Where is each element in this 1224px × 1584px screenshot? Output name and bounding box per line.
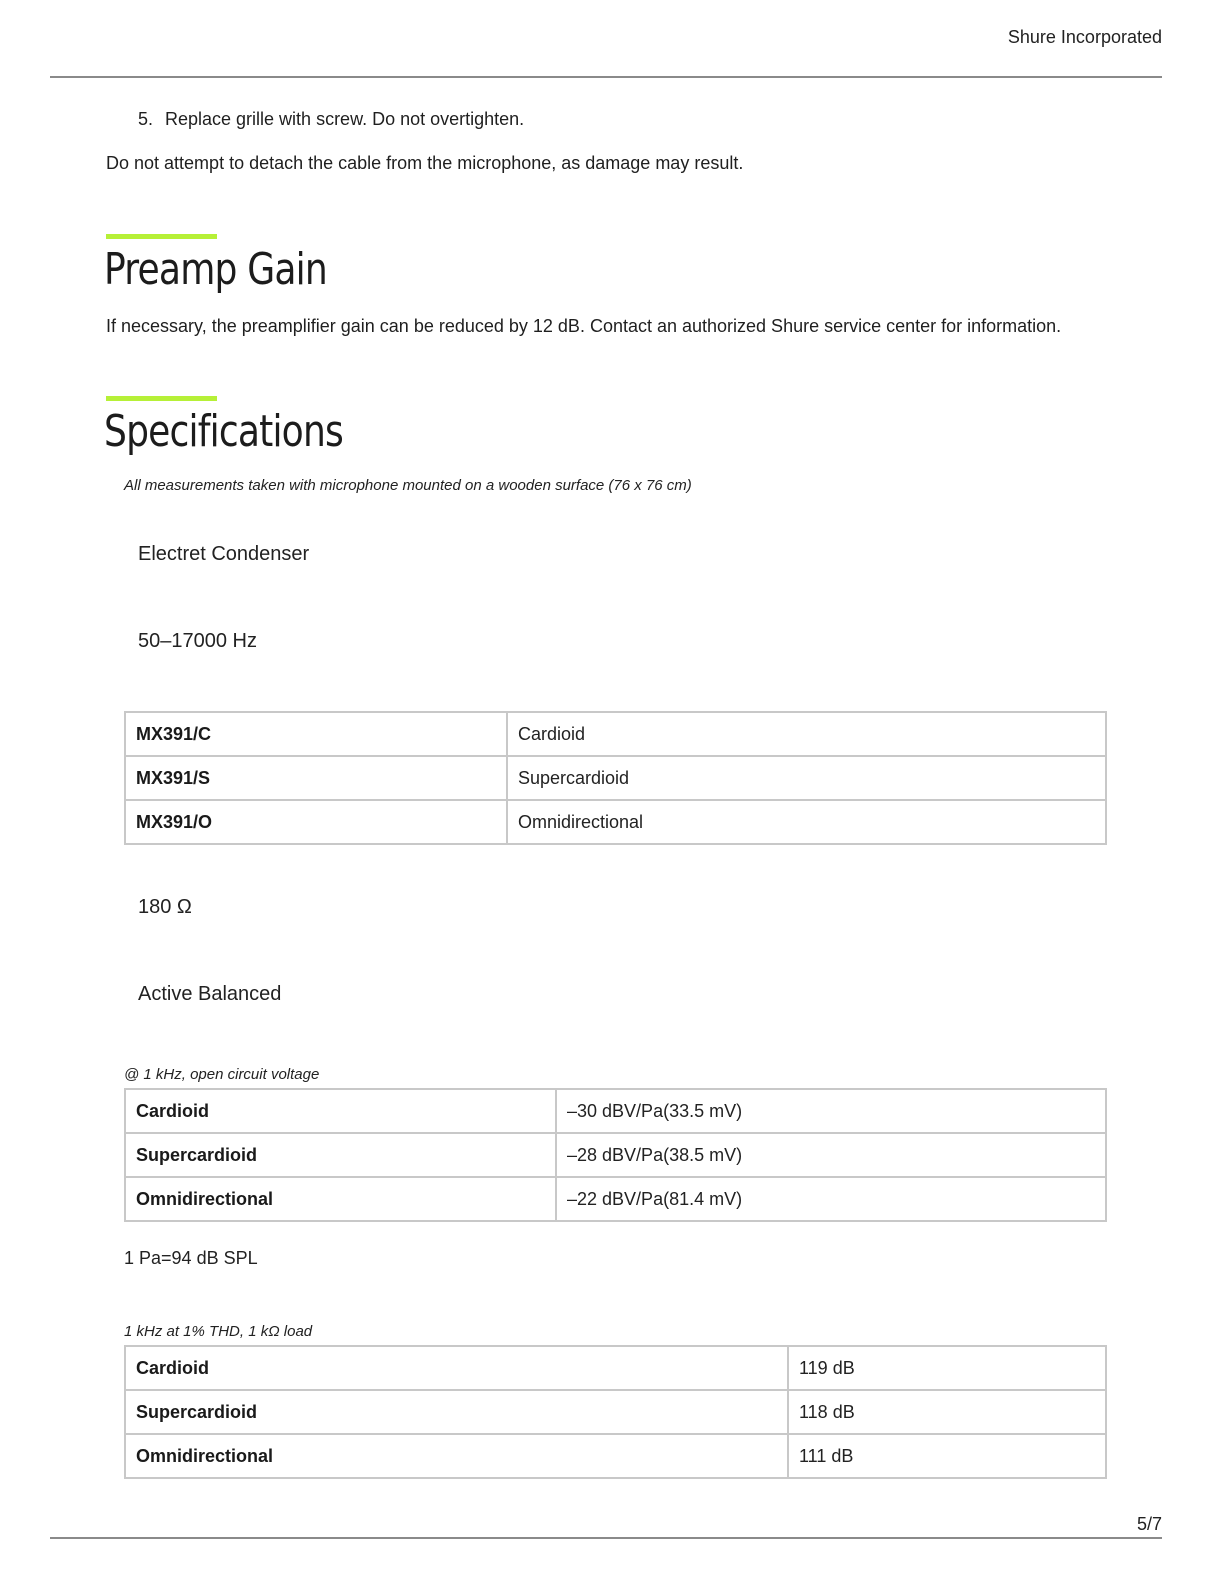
sensitivity-footnote: 1 Pa=94 dB SPL bbox=[124, 1248, 258, 1268]
cable-warning-text: Do not attempt to detach the cable from the microphone, as damage may result. bbox=[106, 153, 744, 173]
preamp-gain-text: If necessary, the preamplifier gain can be reduced by 12 dB. Contact an authorized Shure service center for information. bbox=[106, 316, 1062, 336]
pattern-cell: Supercardioid bbox=[125, 1390, 788, 1434]
pattern-cell: Cardioid bbox=[507, 712, 1106, 756]
max-spl-value-cell: 118 dB bbox=[788, 1390, 1106, 1434]
table-row bbox=[125, 1133, 1106, 1177]
table-row bbox=[125, 1089, 1106, 1133]
pattern-cell: Omnidirectional bbox=[125, 1434, 788, 1478]
table-row bbox=[125, 756, 1106, 800]
sensitivity-note: @ 1 kHz, open circuit voltage bbox=[124, 1066, 320, 1083]
section-accent-bar bbox=[106, 396, 217, 401]
frequency-response-value: 50–17000 Hz bbox=[138, 630, 257, 652]
output-impedance-value: 180 Ω bbox=[138, 896, 192, 918]
model-cell: MX391/O bbox=[125, 800, 507, 844]
pattern-cell: Cardioid bbox=[125, 1346, 788, 1390]
output-configuration-value: Active Balanced bbox=[138, 983, 282, 1005]
sensitivity-value-cell: –22 dBV/Pa(81.4 mV) bbox=[556, 1177, 1106, 1221]
step-text: Replace grille with screw. Do not overtighten. bbox=[165, 109, 525, 129]
sensitivity-value-cell: –28 dBV/Pa(38.5 mV) bbox=[556, 1133, 1106, 1177]
pattern-cell: Supercardioid bbox=[125, 1133, 556, 1177]
pattern-cell: Cardioid bbox=[125, 1089, 556, 1133]
model-cell: MX391/S bbox=[125, 756, 507, 800]
measurement-note: All measurements taken with microphone mounted on a wooden surface (76 x 76 cm) bbox=[124, 477, 692, 494]
model-cell: MX391/C bbox=[125, 712, 507, 756]
pattern-cell: Omnidirectional bbox=[507, 800, 1106, 844]
max-spl-value-cell: 119 dB bbox=[788, 1346, 1106, 1390]
preamp-gain-heading: Preamp Gain bbox=[104, 244, 327, 295]
pattern-cell: Omnidirectional bbox=[125, 1177, 556, 1221]
polar-pattern-table bbox=[124, 711, 1107, 845]
cartridge-type-value: Electret Condenser bbox=[138, 543, 310, 565]
header-company-name: Shure Incorporated bbox=[1007, 27, 1162, 47]
table-row bbox=[125, 800, 1106, 844]
step-number: 5. bbox=[138, 109, 154, 129]
table-row bbox=[125, 1177, 1106, 1221]
page-number: 5/7 bbox=[1136, 1514, 1162, 1534]
table-row bbox=[125, 1434, 1106, 1478]
sensitivity-value-cell: –30 dBV/Pa(33.5 mV) bbox=[556, 1089, 1106, 1133]
footer-divider bbox=[50, 1537, 1162, 1539]
max-spl-note: 1 kHz at 1% THD, 1 kΩ load bbox=[124, 1323, 313, 1340]
table-row bbox=[125, 1346, 1106, 1390]
specifications-heading: Specifications bbox=[104, 406, 343, 457]
max-spl-value-cell: 111 dB bbox=[788, 1434, 1106, 1478]
max-spl-table bbox=[124, 1345, 1107, 1479]
list-item bbox=[138, 109, 524, 130]
table-row bbox=[125, 712, 1106, 756]
pattern-cell: Supercardioid bbox=[507, 756, 1106, 800]
header-divider bbox=[50, 76, 1162, 78]
sensitivity-table bbox=[124, 1088, 1107, 1222]
table-row bbox=[125, 1390, 1106, 1434]
section-accent-bar bbox=[106, 234, 217, 239]
